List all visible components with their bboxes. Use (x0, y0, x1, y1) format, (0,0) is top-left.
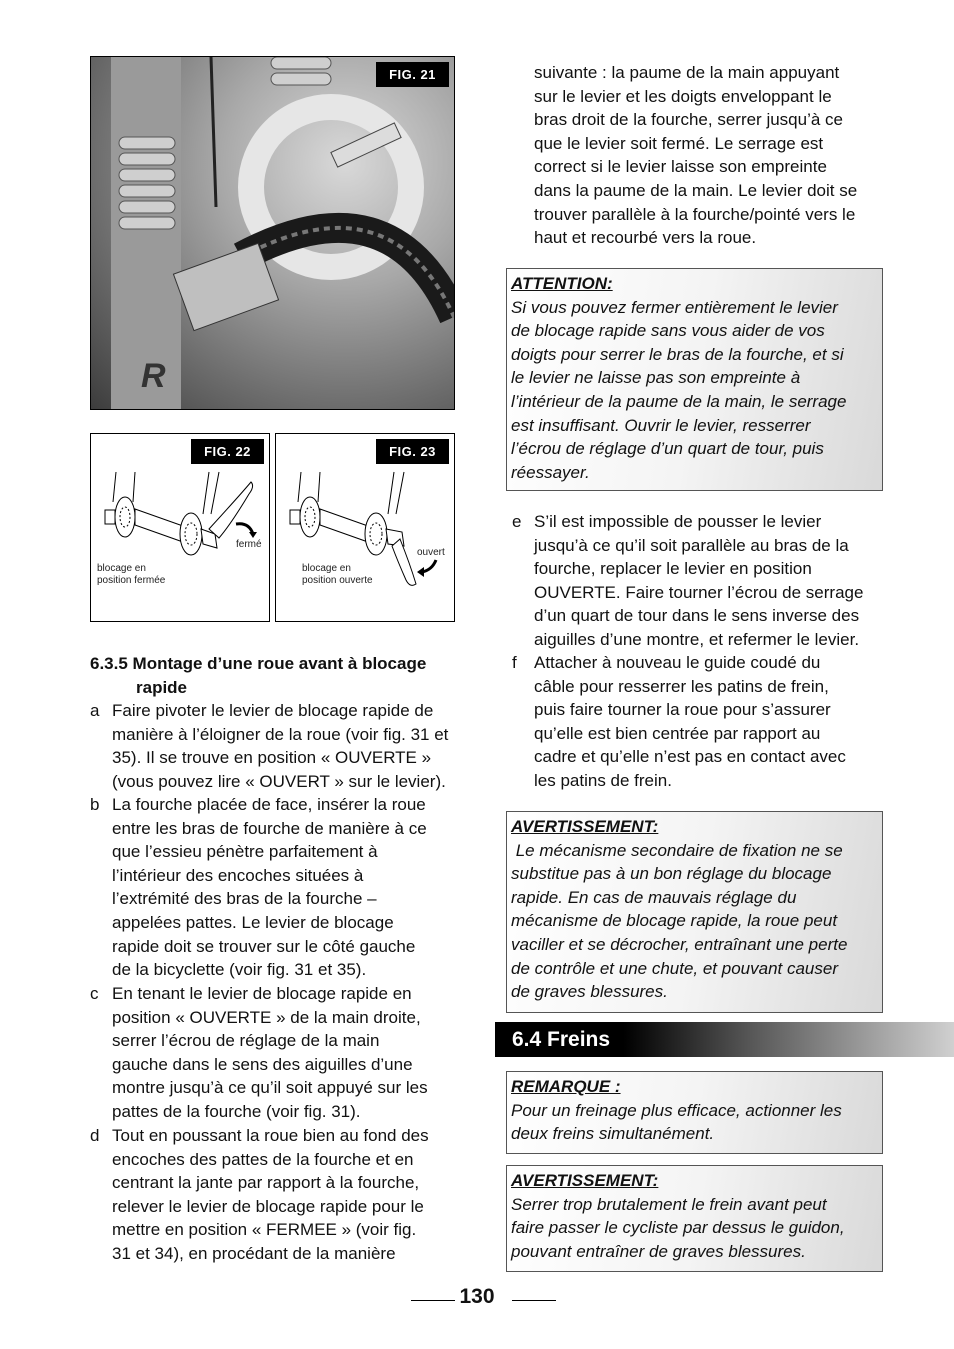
text-line: l’extrémité des bras de la fourche – (112, 889, 377, 909)
text-line: Si vous pouvez fermer entièrement le levier (511, 297, 838, 317)
fig22-state-label: fermé (236, 539, 262, 550)
attention-box (506, 268, 883, 491)
text-line: Tout en poussant la roue bien au fond des (112, 1126, 429, 1145)
page-number-rule-right (512, 1300, 556, 1301)
text-line: que le levier soit fermé. Le serrage est (534, 133, 824, 153)
svg-text:R: R (141, 357, 166, 395)
text-line: appelées pattes. Le levier de blocage (112, 912, 394, 932)
text-line: cadre et qu’elle n’est pas en contact avec (534, 747, 846, 767)
quick-release-closed-illustration (91, 434, 269, 621)
text-line: sur le levier et les doigts enveloppant le (534, 86, 832, 106)
text-line: Serrer trop brutalement le frein avant peut (511, 1194, 827, 1214)
text-line: montre jusqu’à ce qu’il soit appuyé sur les (112, 1078, 428, 1098)
text-line: gauche dans le sens des aiguilles d’une (112, 1054, 413, 1074)
item-text (534, 510, 863, 652)
item-text (112, 793, 427, 982)
text-line: dans la paume de la main. Le levier doit se (534, 180, 858, 200)
fig23-caption-line2: position ouverte (302, 575, 373, 586)
heading-line-2: rapide (136, 677, 188, 697)
text-line: position « OUVERTE » de la main droite, (112, 1007, 421, 1027)
section-title-freins: 6.4 Freins (495, 1022, 954, 1057)
text-line: (vous pouvez lire « OUVERT » sur le levier). (112, 771, 446, 791)
text-line: OUVERTE. Faire tourner l’écrou de serrage (534, 582, 864, 602)
text-line: pattes de la fourche (voir fig. 31). (112, 1101, 361, 1121)
heading-line-1: 6.3.5 Montage d’une roue avant à blocage (90, 654, 427, 673)
text-line: relever le levier de blocage rapide pour le (112, 1196, 424, 1216)
text-line: deux freins simultanément. (511, 1124, 715, 1144)
text-line: encoches des pattes de la fourche et en (112, 1149, 414, 1169)
item-text (534, 651, 846, 793)
text-line: correct si le levier laisse son empreinte (534, 157, 827, 177)
text-line: l’écrou de réglage d’un quart de tour, puis (511, 439, 824, 459)
text-line: Faire pivoter le levier de blocage rapide de (112, 701, 434, 720)
section-heading-6-3-5 (90, 652, 465, 699)
fig22-caption-line1: blocage en (97, 563, 146, 574)
text-line: fourche, replacer le levier en position (534, 559, 812, 579)
text-line: les patins de frein. (534, 770, 672, 790)
text-line: pouvant entraîner de graves blessures. (511, 1241, 806, 1261)
text-line: doigts pour serrer le bras de la fourche, et si (511, 344, 844, 364)
warning-title: AVERTISSEMENT: (511, 817, 659, 836)
text-line: manière à l’éloigner de la roue (voir fig. 31 et (112, 724, 449, 744)
item-text (112, 982, 428, 1124)
text-line: d’un quart de tour dans le sens inverse des (534, 606, 860, 626)
page-number: 130 (459, 1285, 495, 1308)
text-line: câble pour resserrer les patins de frein, (534, 676, 829, 696)
text-line: centrant la jante par rapport à la fourche, (112, 1173, 420, 1193)
text-line: Pour un freinage plus efficace, actionner les (511, 1100, 842, 1120)
text-line: réessayer. (511, 462, 590, 482)
text-line: que l’essieu pénètre parfaitement à (112, 842, 378, 862)
text-line: serrer l’écrou de réglage de la main (112, 1031, 380, 1051)
item-text (112, 699, 448, 793)
item-text (112, 1124, 429, 1266)
text-line: de contrôle et une chute, et pouvant causer (511, 958, 839, 978)
text-line: l’intérieur des encoches situées à (112, 865, 364, 885)
text-line: Le mécanisme secondaire de fixation ne se (511, 840, 843, 860)
item-letter: f (512, 653, 517, 672)
remark-box (506, 1071, 883, 1154)
text-line: La fourche placée de face, insérer la roue (112, 795, 426, 814)
item-letter: a (90, 701, 100, 720)
fig21-tag: FIG. 21 (376, 62, 449, 87)
item-letter: d (90, 1126, 100, 1145)
text-line: rapide. En cas de mauvais réglage du (511, 887, 797, 907)
fig21-photo (90, 56, 455, 410)
attention-title: ATTENTION: (511, 274, 613, 293)
text-line: substitue pas à un bon réglage du blocage (511, 864, 832, 884)
text-line: est insuffisant. Ouvrir le levier, resserrer (511, 415, 811, 435)
text-line: Attacher à nouveau le guide coudé du (534, 653, 821, 672)
text-line: mettre en position « FERMEE » (voir fig. (112, 1220, 417, 1240)
text-line: de blocage rapide sans vous aider de vos (511, 321, 825, 341)
fig23-diagram (275, 433, 455, 622)
fig23-tag: FIG. 23 (376, 439, 449, 464)
text-line: En tenant le levier de blocage rapide en (112, 984, 412, 1003)
text-line: de graves blessures. (511, 982, 668, 1002)
text-line: faire passer le cycliste par dessus le guidon, (511, 1218, 845, 1238)
text-line: puis faire tourner la roue pour s’assurer (534, 700, 831, 720)
warning-title: AVERTISSEMENT: (511, 1171, 659, 1190)
item-letter: b (90, 795, 100, 814)
text-line: trouver parallèle à la fourche/pointé vers le (534, 204, 856, 224)
text-line: bras droit de la fourche, serrer jusqu’à ce (534, 110, 843, 130)
text-line: 31 et 34), en procédant de la manière (112, 1243, 396, 1263)
continuation-paragraph (534, 61, 904, 250)
text-line: 35). Il se trouve en position « OUVERTE » (112, 748, 432, 768)
item-letter: c (90, 984, 99, 1003)
fig22-tag: FIG. 22 (191, 439, 264, 464)
text-line: qu’elle est bien centrée par rapport au (534, 723, 821, 743)
text-line: vaciller et se décrocher, entraînant une perte (511, 934, 848, 954)
item-letter: e (512, 512, 522, 531)
text-line: mécanisme de blocage rapide, la roue peut (511, 911, 838, 931)
warning-box-2 (506, 1165, 883, 1272)
text-line: de la bicyclette (voir fig. 31 et 35). (112, 960, 367, 980)
text-line: l’intérieur de la paume de la main, le serrage (511, 391, 847, 411)
text-line: jusqu’à ce qu’il soit parallèle au bras de la (534, 535, 849, 555)
fig22-diagram (90, 433, 270, 622)
text-line: le levier ne laisse pas son empreinte à (511, 368, 801, 388)
fig22-caption-line2: position fermée (97, 575, 166, 586)
fork-brake-illustration (91, 57, 454, 409)
text-line: S’il est impossible de pousser le levier (534, 512, 822, 531)
warning-box-1 (506, 811, 883, 1013)
quick-release-open-illustration (276, 434, 454, 621)
remark-title: REMARQUE : (511, 1077, 621, 1096)
text-line: rapide doit se trouver sur le côté gauche (112, 936, 416, 956)
text-line: suivante : la paume de la main appuyant (534, 63, 840, 82)
text-line: entre les bras de fourche de manière à ce (112, 818, 427, 838)
text-line: aiguilles d’une montre, et refermer le levier. (534, 629, 860, 649)
fig23-state-label: ouvert (417, 547, 445, 558)
text-line: haut et recourbé vers la roue. (534, 228, 757, 248)
fig23-caption-line1: blocage en (302, 563, 351, 574)
